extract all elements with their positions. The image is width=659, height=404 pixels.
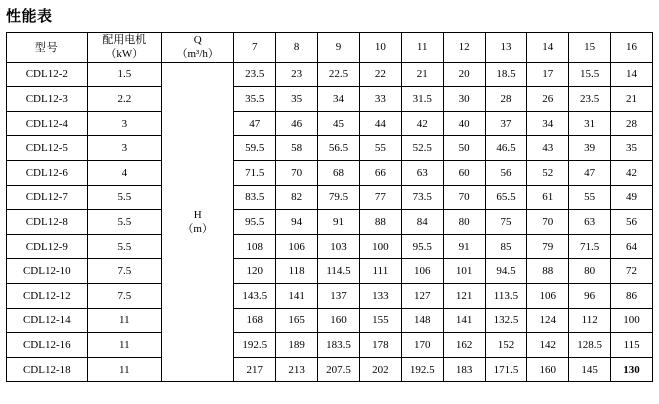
cell-power: 2.2: [87, 87, 161, 112]
page-title: 性能表: [6, 8, 53, 25]
table-row: [7, 136, 653, 161]
header-flow-value: 11: [401, 33, 443, 63]
cell-head-value: 79: [527, 234, 569, 259]
header-flow-value: 8: [276, 33, 318, 63]
cell-model: CDL12-14: [7, 308, 88, 333]
cell-power: 5.5: [87, 234, 161, 259]
cell-head-value: 39: [569, 136, 611, 161]
table-row: [7, 62, 653, 87]
cell-power: 7.5: [87, 259, 161, 284]
cell-power: 5.5: [87, 210, 161, 235]
cell-head-value: 133: [359, 283, 401, 308]
header-motor-power-line2: （kW）: [105, 48, 144, 61]
cell-head-value: 148: [401, 308, 443, 333]
cell-head-value: 183.5: [318, 333, 360, 358]
table-header-row: [7, 33, 653, 63]
performance-table: [6, 32, 653, 382]
cell-model: CDL12-5: [7, 136, 88, 161]
header-flow-unit: （m³/h）: [176, 48, 219, 61]
cell-power: 3: [87, 111, 161, 136]
cell-head-value: 33: [359, 87, 401, 112]
cell-head-value: 31: [569, 111, 611, 136]
cell-head-value: 207.5: [318, 357, 360, 382]
cell-head-value: 26: [527, 87, 569, 112]
cell-head-value: 47: [569, 160, 611, 185]
header-model: 型号: [7, 33, 88, 63]
cell-model: CDL12-18: [7, 357, 88, 382]
cell-head-value: 141: [276, 283, 318, 308]
cell-head-value: 60: [443, 160, 485, 185]
cell-head-value: 70: [527, 210, 569, 235]
header-motor-power-line1: 配用电机: [102, 34, 147, 46]
head-unit: （m）: [182, 222, 213, 235]
cell-power: 7.5: [87, 283, 161, 308]
cell-head-value: 96: [569, 283, 611, 308]
cell-power: 3: [87, 136, 161, 161]
cell-head-value: 192.5: [234, 333, 276, 358]
cell-head-value: 40: [443, 111, 485, 136]
table-row: [7, 333, 653, 358]
cell-head-value: 75: [485, 210, 527, 235]
cell-head-value: 202: [359, 357, 401, 382]
table-row: [7, 283, 653, 308]
header-flow-value: 9: [318, 33, 360, 63]
head-symbol: H: [193, 208, 202, 221]
cell-head-value: 70: [443, 185, 485, 210]
header-flow: [162, 33, 234, 63]
cell-head-value: 108: [234, 234, 276, 259]
cell-head-value: 17: [527, 62, 569, 87]
cell-head-value: 91: [443, 234, 485, 259]
cell-head-value: 21: [611, 87, 653, 112]
cell-head-value: 45: [318, 111, 360, 136]
cell-head-value: 59.5: [234, 136, 276, 161]
header-motor-power: [87, 33, 161, 63]
cell-model: CDL12-10: [7, 259, 88, 284]
cell-head-value: 145: [569, 357, 611, 382]
cell-head-value: 55: [569, 185, 611, 210]
header-flow-value: 10: [359, 33, 401, 63]
cell-head-value: 73.5: [401, 185, 443, 210]
cell-head-value: 160: [318, 308, 360, 333]
cell-model: CDL12-2: [7, 62, 88, 87]
cell-model: CDL12-7: [7, 185, 88, 210]
cell-head-value: 183: [443, 357, 485, 382]
cell-model: CDL12-12: [7, 283, 88, 308]
cell-head-value: 71.5: [234, 160, 276, 185]
cell-head-value: 21: [401, 62, 443, 87]
header-flow-value: 16: [611, 33, 653, 63]
cell-head-value: 35.5: [234, 87, 276, 112]
cell-head-value: 35: [276, 87, 318, 112]
cell-head-value: 94: [276, 210, 318, 235]
cell-model: CDL12-6: [7, 160, 88, 185]
performance-table-container: [6, 32, 653, 382]
cell-head-value: 113.5: [485, 283, 527, 308]
cell-head-label: [162, 62, 234, 382]
cell-head-value: 23: [276, 62, 318, 87]
cell-head-value: 165: [276, 308, 318, 333]
table-head: [7, 33, 653, 63]
cell-head-value: 170: [401, 333, 443, 358]
cell-power: 4: [87, 160, 161, 185]
cell-head-value: 94.5: [485, 259, 527, 284]
table-row: [7, 259, 653, 284]
cell-head-value: 112: [569, 308, 611, 333]
cell-head-value: 143.5: [234, 283, 276, 308]
cell-power: 5.5: [87, 185, 161, 210]
cell-head-value: 61: [527, 185, 569, 210]
cell-model: CDL12-3: [7, 87, 88, 112]
cell-head-value: 118: [276, 259, 318, 284]
table-row: [7, 160, 653, 185]
cell-head-value: 106: [401, 259, 443, 284]
cell-head-value: 178: [359, 333, 401, 358]
cell-head-value: 130: [611, 357, 653, 382]
cell-head-value: 64: [611, 234, 653, 259]
cell-head-value: 52: [527, 160, 569, 185]
cell-head-value: 106: [527, 283, 569, 308]
cell-head-value: 56.5: [318, 136, 360, 161]
cell-head-value: 83.5: [234, 185, 276, 210]
cell-head-value: 30: [443, 87, 485, 112]
cell-head-value: 47: [234, 111, 276, 136]
cell-head-value: 22.5: [318, 62, 360, 87]
cell-head-value: 58: [276, 136, 318, 161]
header-flow-value: 7: [234, 33, 276, 63]
header-flow-value: 12: [443, 33, 485, 63]
table-row: [7, 308, 653, 333]
cell-head-value: 88: [527, 259, 569, 284]
cell-head-value: 43: [527, 136, 569, 161]
cell-head-value: 189: [276, 333, 318, 358]
cell-model: CDL12-16: [7, 333, 88, 358]
cell-head-value: 66: [359, 160, 401, 185]
cell-power: 11: [87, 308, 161, 333]
cell-head-value: 114.5: [318, 259, 360, 284]
cell-head-value: 100: [359, 234, 401, 259]
table-row: [7, 210, 653, 235]
cell-head-value: 46.5: [485, 136, 527, 161]
cell-head-value: 22: [359, 62, 401, 87]
cell-head-value: 162: [443, 333, 485, 358]
cell-head-value: 68: [318, 160, 360, 185]
cell-head-value: 14: [611, 62, 653, 87]
cell-head-value: 160: [527, 357, 569, 382]
cell-head-value: 28: [485, 87, 527, 112]
cell-head-value: 28: [611, 111, 653, 136]
cell-head-value: 91: [318, 210, 360, 235]
cell-head-value: 124: [527, 308, 569, 333]
cell-head-value: 115: [611, 333, 653, 358]
table-row: [7, 234, 653, 259]
cell-head-value: 217: [234, 357, 276, 382]
cell-head-value: 56: [485, 160, 527, 185]
cell-head-value: 88: [359, 210, 401, 235]
table-row: [7, 185, 653, 210]
table-body: [7, 62, 653, 382]
cell-head-value: 132.5: [485, 308, 527, 333]
cell-head-value: 23.5: [234, 62, 276, 87]
cell-head-value: 44: [359, 111, 401, 136]
cell-power: 1.5: [87, 62, 161, 87]
cell-head-value: 49: [611, 185, 653, 210]
cell-power: 11: [87, 357, 161, 382]
cell-head-value: 141: [443, 308, 485, 333]
cell-power: 11: [87, 333, 161, 358]
cell-head-value: 34: [318, 87, 360, 112]
cell-head-value: 63: [569, 210, 611, 235]
cell-head-value: 80: [443, 210, 485, 235]
cell-head-value: 80: [569, 259, 611, 284]
cell-head-value: 106: [276, 234, 318, 259]
cell-head-value: 50: [443, 136, 485, 161]
cell-head-value: 34: [527, 111, 569, 136]
cell-head-value: 100: [611, 308, 653, 333]
cell-head-value: 31.5: [401, 87, 443, 112]
cell-head-value: 155: [359, 308, 401, 333]
cell-head-value: 120: [234, 259, 276, 284]
cell-head-value: 84: [401, 210, 443, 235]
cell-head-value: 168: [234, 308, 276, 333]
table-row: [7, 357, 653, 382]
cell-head-value: 23.5: [569, 87, 611, 112]
cell-head-value: 192.5: [401, 357, 443, 382]
cell-head-value: 42: [611, 160, 653, 185]
cell-head-value: 71.5: [569, 234, 611, 259]
cell-head-value: 95.5: [401, 234, 443, 259]
cell-head-value: 52.5: [401, 136, 443, 161]
cell-head-value: 82: [276, 185, 318, 210]
cell-head-value: 65.5: [485, 185, 527, 210]
cell-head-value: 37: [485, 111, 527, 136]
header-flow-value: 13: [485, 33, 527, 63]
cell-head-value: 55: [359, 136, 401, 161]
cell-head-value: 46: [276, 111, 318, 136]
cell-head-value: 79.5: [318, 185, 360, 210]
cell-head-value: 111: [359, 259, 401, 284]
cell-head-value: 152: [485, 333, 527, 358]
cell-head-value: 101: [443, 259, 485, 284]
header-flow-value: 15: [569, 33, 611, 63]
cell-head-value: 56: [611, 210, 653, 235]
cell-head-value: 72: [611, 259, 653, 284]
cell-head-value: 77: [359, 185, 401, 210]
table-row: [7, 87, 653, 112]
cell-head-value: 20: [443, 62, 485, 87]
cell-head-value: 121: [443, 283, 485, 308]
cell-model: CDL12-4: [7, 111, 88, 136]
cell-head-value: 142: [527, 333, 569, 358]
cell-head-value: 103: [318, 234, 360, 259]
cell-head-value: 137: [318, 283, 360, 308]
cell-head-value: 128.5: [569, 333, 611, 358]
cell-head-value: 127: [401, 283, 443, 308]
cell-head-value: 70: [276, 160, 318, 185]
header-flow-symbol: Q: [193, 34, 202, 46]
cell-head-value: 63: [401, 160, 443, 185]
header-flow-value: 14: [527, 33, 569, 63]
cell-head-value: 85: [485, 234, 527, 259]
cell-head-value: 35: [611, 136, 653, 161]
cell-model: CDL12-8: [7, 210, 88, 235]
cell-head-value: 213: [276, 357, 318, 382]
cell-head-value: 171.5: [485, 357, 527, 382]
cell-head-value: 95.5: [234, 210, 276, 235]
cell-head-value: 15.5: [569, 62, 611, 87]
cell-head-value: 42: [401, 111, 443, 136]
cell-head-value: 18.5: [485, 62, 527, 87]
table-row: [7, 111, 653, 136]
cell-model: CDL12-9: [7, 234, 88, 259]
cell-head-value: 86: [611, 283, 653, 308]
